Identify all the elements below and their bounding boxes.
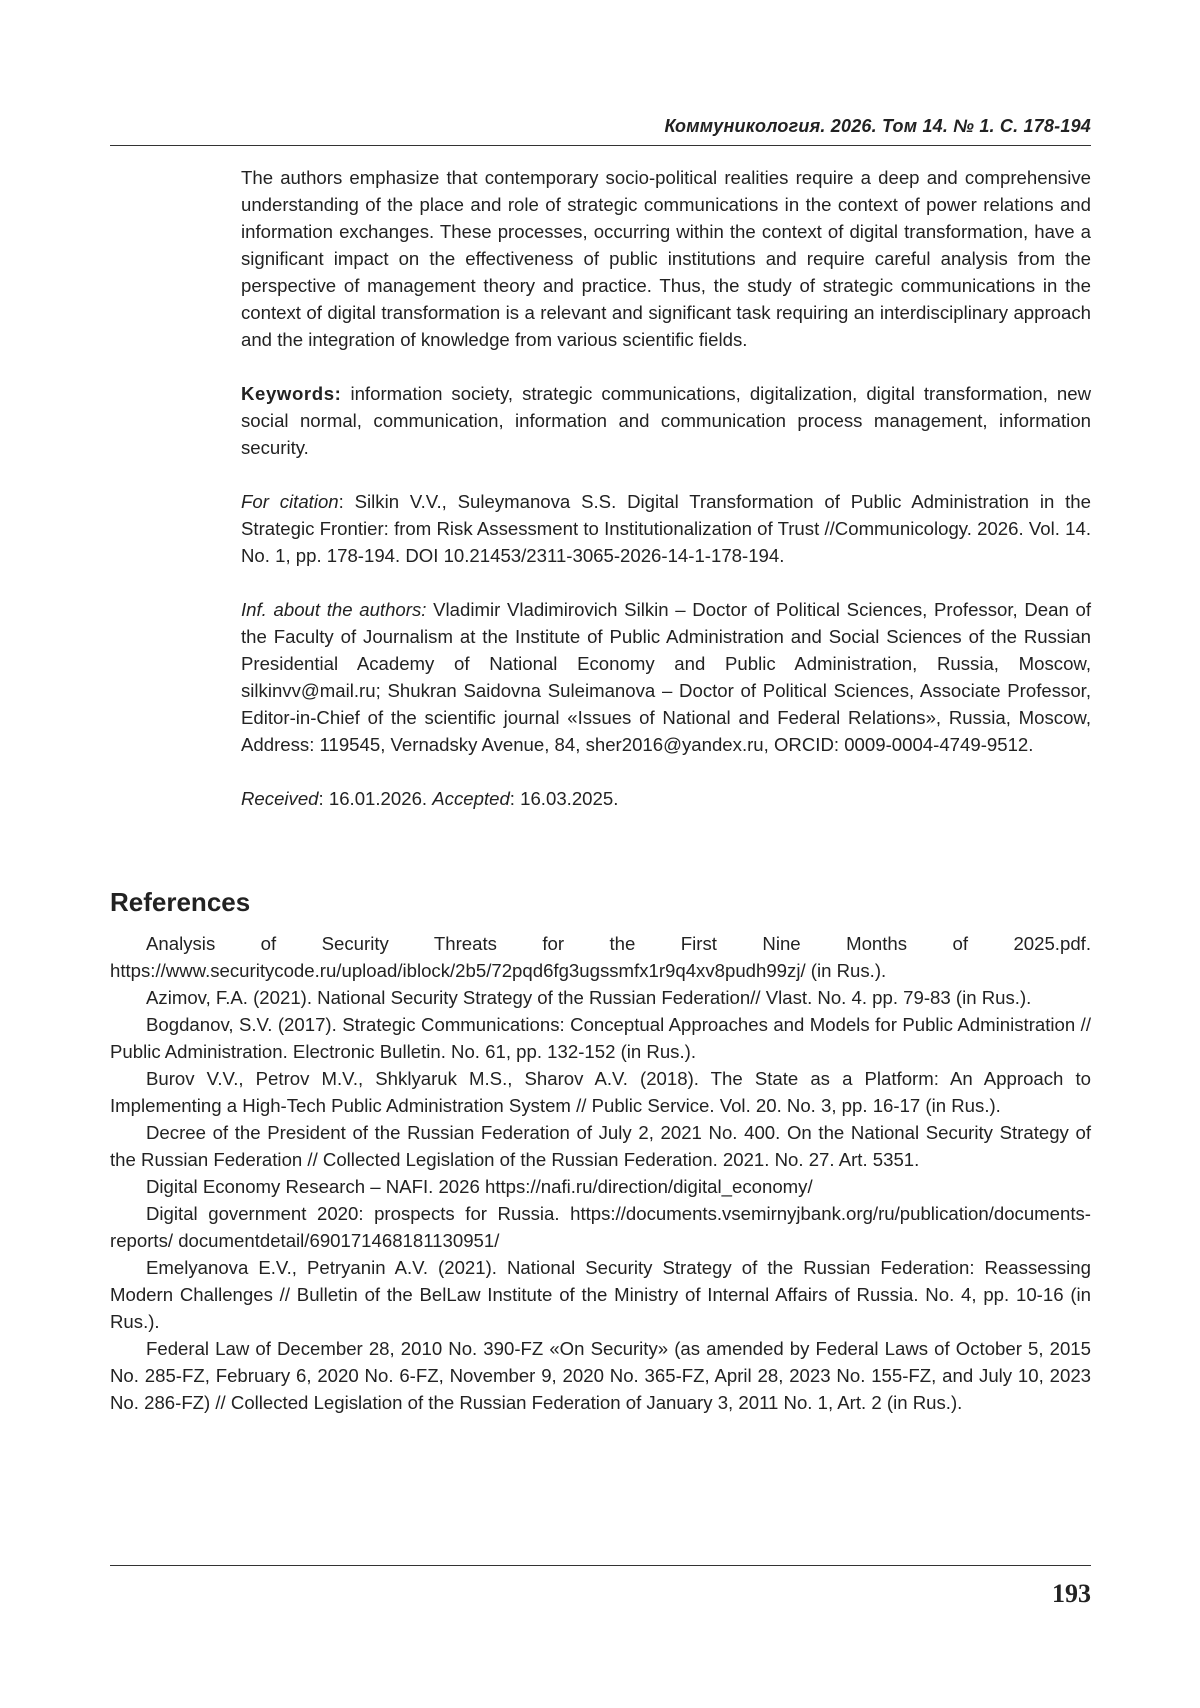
accepted-value: : 16.03.2025. (509, 788, 619, 809)
reference-item: Digital Economy Research – NAFI. 2026 https://nafi.ru/direction/digital_economy/ (146, 1176, 813, 1197)
running-header: Коммуникология. 2026. Том 14. № 1. С. 178-194 (664, 116, 1091, 136)
authors-info-paragraph (241, 596, 1091, 758)
reference-item: Digital government 2020: prospects for Russia. https://documents.vsemirnyjbank.org/ru/publication/documents-reports/ documentdetail/690171468181130951/ (110, 1203, 1091, 1251)
abstract-paragraph: The authors emphasize that contemporary socio-political realities require a deep and comprehensive understanding of the place and role of strategic communications in the context of power relations and information exchanges. These processes, occurring within the context of digital transformation, have a significant impact on the effectiveness of public institutions and require careful analysis from the perspective of management theory and practice. Thus, the study of strategic communications in the context of digital transformation is a relevant and significant task requiring an interdisciplinary approach and the integration of knowledge from various scientific fields. (241, 167, 1091, 350)
authors-info-text: Vladimir Vladimirovich Silkin – Doctor of Political Sciences, Professor, Dean of the Faculty of Journalism at the Institute of Public Administration and Social Sciences of the Russian Presidential Academy of National Economy and Public Administration, Russia, Moscow, silkinvv@mail.ru; Shukran Saidovna Suleimanova – Doctor of Political Sciences, Associate Professor, Editor-in-Chief of the scientific journal «Issues of National and Federal Relations», Russia, Moscow, Address: 119545, Vernadsky Avenue, 84, sher2016@yandex.ru, ORCID: 0009-0004-4749-9512. (241, 599, 1091, 755)
received-value: : 16.01.2026. (318, 788, 433, 809)
reference-item: Burov V.V., Petrov M.V., Shklyaruk M.S., Sharov A.V. (2018). The State as a Platform: An Approach to Implementing a High-Tech Public Administration System // Public Service. Vol. 20. No. 3, pp. 16-17 (in Rus.). (110, 1068, 1091, 1116)
footer-divider (110, 1565, 1091, 1566)
reference-item: Bogdanov, S.V. (2017). Strategic Communications: Conceptual Approaches and Models for Public Administration // Public Administration. Electronic Bulletin. No. 61, pp. 132-152 (in Rus.). (110, 1014, 1091, 1062)
keywords-label: Keywords: (241, 383, 342, 404)
dates-paragraph (241, 785, 1091, 812)
reference-item: Federal Law of December 28, 2010 No. 390-FZ «On Security» (as amended by Federal Laws of October 5, 2015 No. 285-FZ, February 6, 2020 No. 6-FZ, November 9, 2020 No. 365-FZ, April 28, 2023 No. 155-FZ, and July 10, 2023 No. 286-FZ) // Collected Legislation of the Russian Federation of January 3, 2011 No. 1, Art. 2 (in Rus.). (110, 1338, 1091, 1413)
citation-text: : Silkin V.V., Suleymanova S.S. Digital Transformation of Public Administration in the Strategic Frontier: from Risk Assessment to Institutionalization of Trust //Communicology. 2026. Vol. 14. No. 1, pp. 178-194. DOI 10.21453/2311-3065-2026-14-1-178-194. (241, 491, 1091, 566)
keywords-text: information society, strategic communications, digitalization, digital transformation, new social normal, communication, information and communication process management, information security. (241, 383, 1091, 458)
keywords-paragraph (241, 380, 1091, 461)
citation-paragraph (241, 488, 1091, 569)
reference-item: Analysis of Security Threats for the First Nine Months of 2025.pdf. https://www.securitycode.ru/upload/iblock/2b5/72pqd6fg3ugssmfx1r9q4xv8pudh99zj/ (in Rus.). (110, 933, 1091, 981)
authors-info-label: Inf. about the authors: (241, 599, 427, 620)
received-label: Received (241, 788, 319, 809)
page-number: 193 (1052, 1579, 1091, 1608)
citation-label: For citation (241, 491, 339, 512)
reference-item: Azimov, F.A. (2021). National Security Strategy of the Russian Federation// Vlast. No. 4. pp. 79-83 (in Rus.). (146, 987, 1032, 1008)
header-divider (110, 145, 1091, 146)
references-list (110, 930, 1091, 1416)
accepted-label: Accepted (432, 788, 510, 809)
references-heading: References (110, 887, 251, 917)
abstract-section (241, 164, 1091, 812)
reference-item: Decree of the President of the Russian Federation of July 2, 2021 No. 400. On the National Security Strategy of the Russian Federation // Collected Legislation of the Russian Federation. 2021. No. 27. Art. 5351. (110, 1122, 1091, 1170)
reference-item: Emelyanova E.V., Petryanin A.V. (2021). National Security Strategy of the Russian Federation: Reassessing Modern Challenges // Bulletin of the BelLaw Institute of the Ministry of Internal Affairs of Russia. No. 4, pp. 10-16 (in Rus.). (110, 1257, 1091, 1332)
